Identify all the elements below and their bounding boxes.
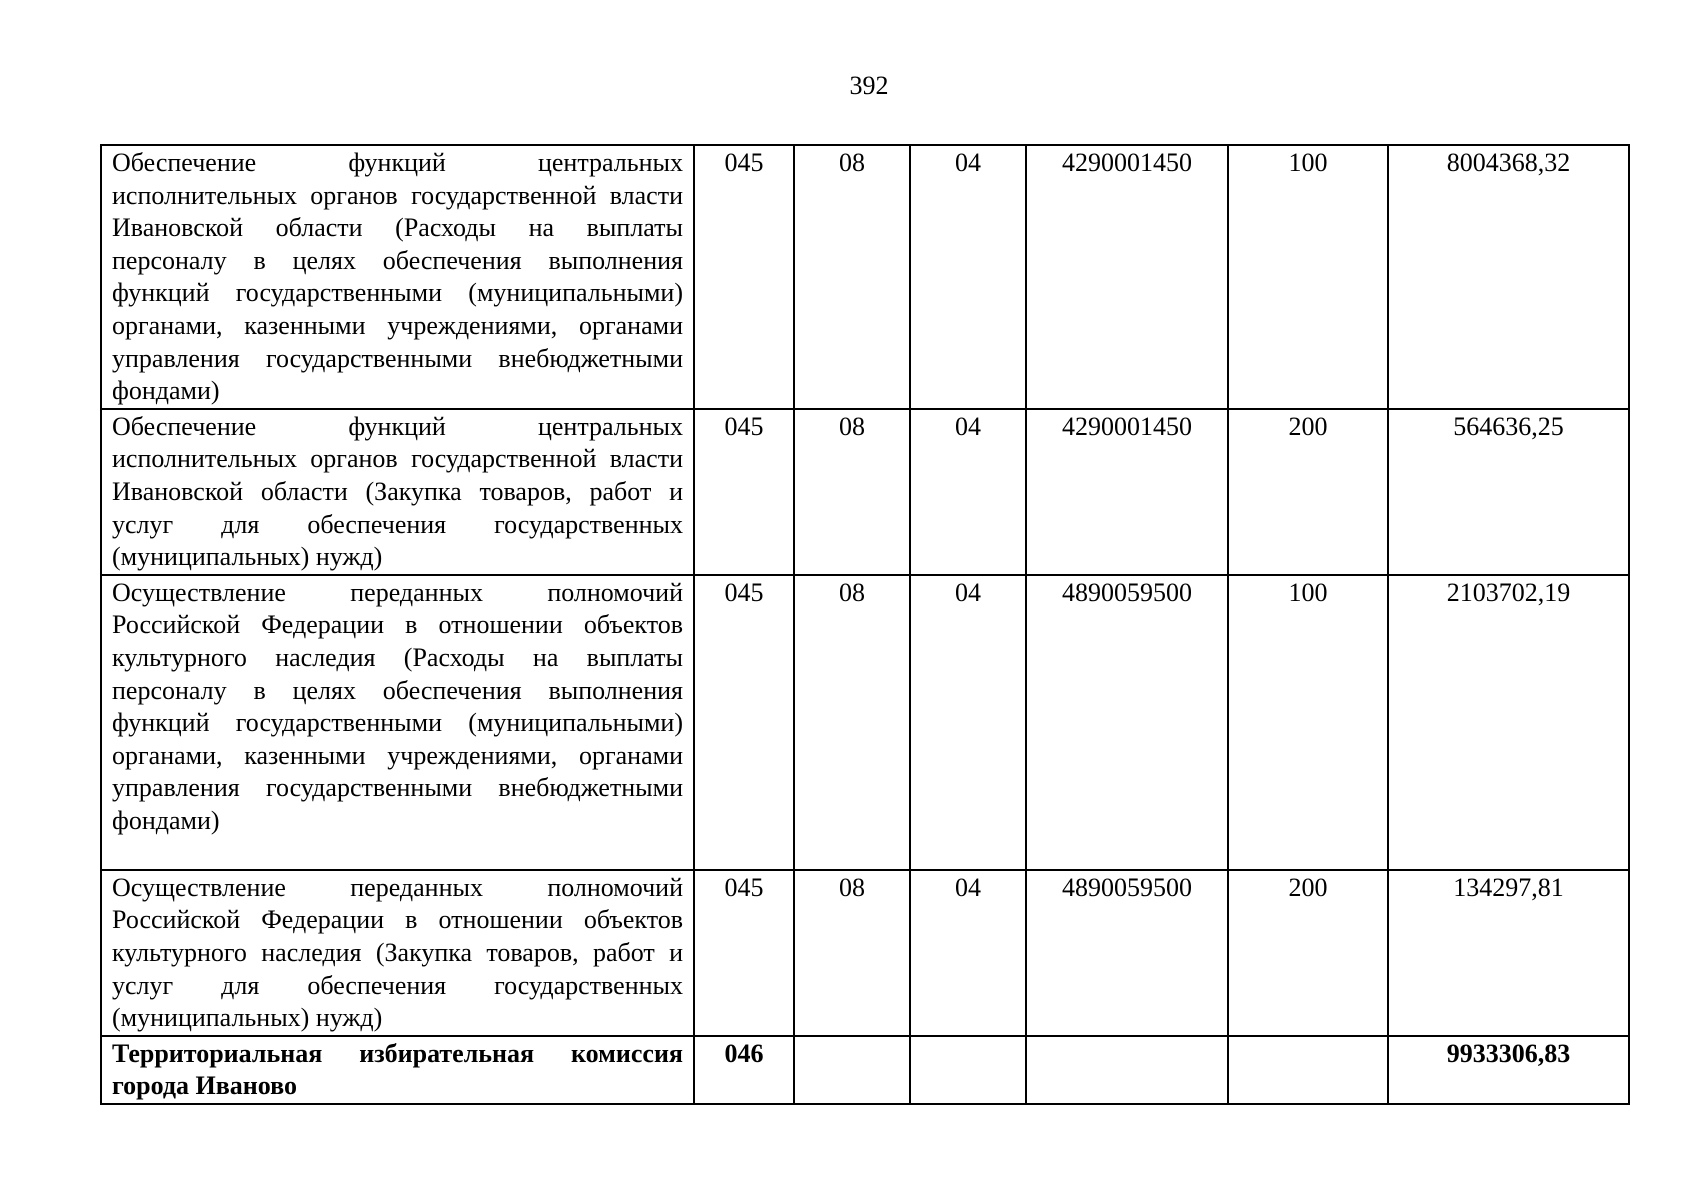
expense-name-cell: Обеспечение функций центральных исполнительных органов государственной власти Ивановской области (Закупка товаров, работ и услуг для обеспечения государственных (муниципальных) нужд) xyxy=(101,409,694,575)
section-code-cell: 08 xyxy=(794,870,910,1036)
section-code-cell xyxy=(794,1036,910,1104)
expense-name-cell: Обеспечение функций центральных исполнительных органов государственной власти Ивановской области (Расходы на выплаты персоналу в целях обеспечения выполнения функций государственными (муниципальными) органами, казенными учреждениями, органами управления государственными внебюджетными фондами) xyxy=(101,145,694,409)
section-code-cell: 08 xyxy=(794,145,910,409)
expense-type-cell xyxy=(1228,1036,1388,1104)
table-row xyxy=(101,145,1629,409)
subsection-code-cell: 04 xyxy=(910,870,1026,1036)
amount-cell: 9933306,83 xyxy=(1388,1036,1629,1104)
amount-cell: 564636,25 xyxy=(1388,409,1629,575)
target-article-cell: 4890059500 xyxy=(1026,870,1228,1036)
amount-cell: 134297,81 xyxy=(1388,870,1629,1036)
expense-type-cell: 100 xyxy=(1228,145,1388,409)
table-row xyxy=(101,870,1629,1036)
ministry-code-cell: 045 xyxy=(694,870,794,1036)
amount-cell: 8004368,32 xyxy=(1388,145,1629,409)
ministry-code-cell: 045 xyxy=(694,409,794,575)
budget-table xyxy=(100,144,1630,1105)
table-row xyxy=(101,409,1629,575)
target-article-cell: 4290001450 xyxy=(1026,145,1228,409)
expense-name-cell: Осуществление переданных полномочий Российской Федерации в отношении объектов культурного наследия (Закупка товаров, работ и услуг для обеспечения государственных (муниципальных) нужд) xyxy=(101,870,694,1036)
table-row xyxy=(101,575,1629,870)
page-number: 392 xyxy=(849,71,889,100)
ministry-code-cell: 046 xyxy=(694,1036,794,1104)
amount-cell: 2103702,19 xyxy=(1388,575,1629,870)
subsection-code-cell: 04 xyxy=(910,409,1026,575)
section-code-cell: 08 xyxy=(794,575,910,870)
target-article-cell: 4290001450 xyxy=(1026,409,1228,575)
ministry-code-cell: 045 xyxy=(694,575,794,870)
expense-type-cell: 200 xyxy=(1228,409,1388,575)
target-article-cell xyxy=(1026,1036,1228,1104)
expense-type-cell: 200 xyxy=(1228,870,1388,1036)
subsection-code-cell xyxy=(910,1036,1026,1104)
section-code-cell: 08 xyxy=(794,409,910,575)
target-article-cell: 4890059500 xyxy=(1026,575,1228,870)
ministry-code-cell: 045 xyxy=(694,145,794,409)
expense-type-cell: 100 xyxy=(1228,575,1388,870)
subsection-code-cell: 04 xyxy=(910,145,1026,409)
expense-name-cell: Территориальная избирательная комиссия города Иваново xyxy=(101,1036,694,1104)
table-row-total xyxy=(101,1036,1629,1104)
subsection-code-cell: 04 xyxy=(910,575,1026,870)
expense-name-cell: Осуществление переданных полномочий Российской Федерации в отношении объектов культурного наследия (Расходы на выплаты персоналу в целях обеспечения выполнения функций государственными (муниципальными) органами, казенными учреждениями, органами управления государственными внебюджетными фондами) xyxy=(101,575,694,870)
